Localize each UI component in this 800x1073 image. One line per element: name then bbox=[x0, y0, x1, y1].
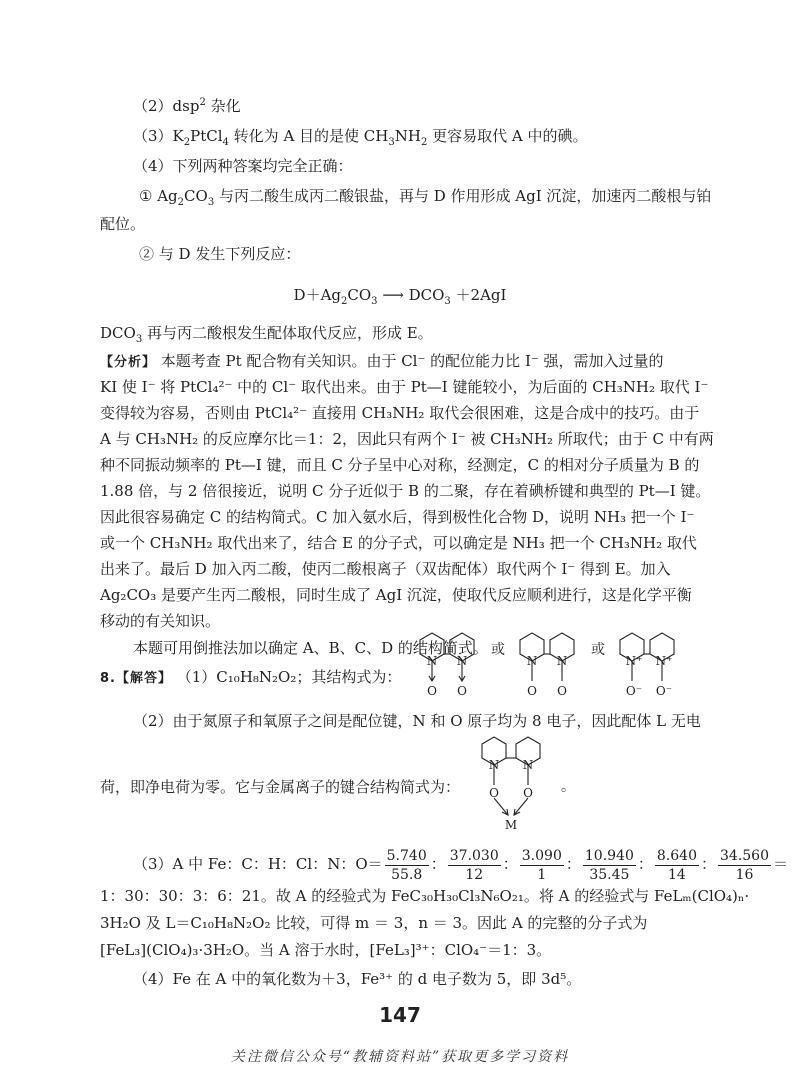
footer-note: 关注微信公众号“教辅资料站”获取更多学习资料 bbox=[230, 1049, 570, 1065]
analysis-line-10: Ag₂CO₃ 是要产生丙二酸根，同时生成了 AgI 沉淀，使取代反应顺利进行，这是化学平衡 bbox=[100, 586, 692, 604]
fraction: $\frac{37.030}{12}$ bbox=[449, 847, 499, 883]
fraction: $\frac{8.640}{14}$ bbox=[656, 847, 697, 883]
n-plus-atom: N⁺ bbox=[655, 654, 673, 668]
fraction: $\frac{34.560}{16}$ bbox=[720, 847, 769, 883]
n-atom: N bbox=[522, 758, 534, 772]
analysis-line-7: 因此很容易确定 C 的结构简式。C 加入氨水后，得到极性化合物 D，说明 NH₃ 把一个 I⁻ bbox=[100, 508, 695, 526]
n-atom: N bbox=[526, 654, 538, 668]
fraction: $\frac{5.740}{55.8}$ bbox=[386, 847, 427, 883]
o-atom: O bbox=[523, 786, 533, 800]
q8-line-1: 8.【解答】 （1）C₁₀H₈N₂O₂；其结构式为： bbox=[100, 668, 402, 686]
fraction: $\frac{10.940}{35.45}$ bbox=[584, 847, 634, 883]
option-1: ① $Ag_2CO_3$ 与丙二酸生成丙二酸银盐，再与 D 作用形成 AgI 沉淀，加速丙二酸根与铂 bbox=[139, 187, 712, 208]
q8-line-3: 荷，即净电荷为零。它与金属离子的键合结构简式为： bbox=[100, 778, 461, 796]
analysis-line-12: 本题可用倒推法加以确定 A、B、C、D 的结构简式。 bbox=[133, 639, 488, 657]
analysis-line-3: 变得较为容易，否则由 PtCl₄²⁻ 直接用 CH₃NH₂ 取代会很困难，这是合成中的技巧。由于 bbox=[100, 404, 700, 422]
dco3-line: $DCO_3$ 再与丙二酸根发生配体取代反应，形成 E。 bbox=[100, 324, 433, 345]
analysis-line-1: 【分析】 本题考查 Pt 配合物有关知识。由于 Cl⁻ 的配位能力比 I⁻ 强，需加入过量的 bbox=[100, 352, 664, 370]
o-minus-atom: O⁻ bbox=[625, 684, 643, 698]
q8-line-5: 3H₂O 及 L＝C₁₀H₈N₂O₂ 比较，可得 m ＝ 3，n ＝ 3。因此 A 的完整的分子式为 bbox=[100, 914, 648, 932]
q8-heading: 【解答】 bbox=[115, 671, 172, 686]
q8-line-6: [FeL₃](ClO₄)₃·3H₂O。当 A 溶于水时，[FeL₃]³⁺：ClO₄⁻＝1：3。 bbox=[100, 941, 552, 959]
q8-line-4: 1：30：30：3：6：21。故 A 的经验式为 FeC₃₀H₃₀Cl₃N₆O₂₁。将 A 的经验式与 FeLₘ(ClO₄)ₙ· bbox=[100, 887, 750, 905]
analysis-line-6: 1.88 倍，与 2 倍很接近，说明 C 分子近似于 B 的二聚，存在着碘桥键和典型的 Pt—I 键。 bbox=[100, 482, 711, 500]
n-atom: N bbox=[556, 654, 568, 668]
option-2: ② 与 D 发生下列反应： bbox=[139, 245, 301, 263]
n-atom: N bbox=[456, 654, 468, 668]
q8-ratio-line: （3）A 中 Fe：C：H：Cl：N：O＝ $\frac{5.740}{55.8}$ ： $\frac{37.030}{12}$ ： $\frac{3.090}{1}$ ： $\frac{10.940}{35.45}$ ： $\frac{8.640}{14}$ ： $\frac{34.560}{16}$ ＝ bbox=[133, 847, 789, 883]
m-atom: M bbox=[504, 818, 518, 832]
n-plus-atom: N⁺ bbox=[625, 654, 643, 668]
analysis-line-8: 或一个 CH₃NH₂ 取代出来了，结合 E 的分子式，可以确定是 NH₃ 把一个 CH₃NH₂ 取代 bbox=[100, 534, 697, 552]
o-minus-atom: O⁻ bbox=[655, 684, 673, 698]
analysis-line-9: 出来了。最后 D 加入丙二酸，使丙二酸根离子（双齿配体）取代两个 I⁻ 得到 E。加入 bbox=[100, 560, 671, 578]
q8-line-7: （4）Fe 在 A 中的氧化数为＋3，Fe³⁺ 的 d 电子数为 5，即 3d⁵。 bbox=[133, 970, 582, 988]
q8-number: 8. bbox=[100, 671, 116, 686]
o-atom: O bbox=[457, 684, 467, 698]
period: 。 bbox=[561, 779, 575, 795]
o-atom: O bbox=[527, 684, 537, 698]
option-1-cont: 配位。 bbox=[100, 215, 146, 233]
analysis-line-5: 种不同振动频率的 Pt—I 键，而且 C 分子呈中心对称，经测定，C 的相对分子质量为 B 的 bbox=[100, 456, 700, 474]
o-atom: O bbox=[557, 684, 567, 698]
page-number: 147 bbox=[379, 1003, 421, 1027]
bipyridine-dioxide-structures bbox=[408, 620, 708, 710]
or-label: 或 bbox=[591, 642, 605, 658]
item-2: （2）dsp$^2$ 杂化 bbox=[133, 97, 241, 115]
q8-line-2: （2）由于氮原子和氧原子之间是配位键，N 和 O 原子均为 8 电子，因此配体 L 无电 bbox=[133, 712, 701, 730]
analysis-heading: 【分析】 bbox=[100, 355, 157, 370]
analysis-line-11: 移动的有关知识。 bbox=[100, 612, 221, 630]
item-3: $(3)K_2PtCl_4$ 转化为 A 目的是使 $CH_3NH_2$ 更容易取代 A 中的碘。 bbox=[133, 127, 588, 148]
item-4: （4）下列两种答案均完全正确： bbox=[133, 157, 353, 175]
o-atom: O bbox=[427, 684, 437, 698]
n-atom: N bbox=[426, 654, 438, 668]
analysis-line-4: A 与 CH₃NH₂ 的反应摩尔比＝1：2，因此只有两个 I⁻ 被 CH₃NH₂ 所取代；由于 C 中有两 bbox=[100, 430, 714, 448]
analysis-line-2: KI 使 I⁻ 将 PtCl₄²⁻ 中的 Cl⁻ 取代出来。由于 Pt—I 键能较小，为后面的 CH₃NH₂ 取代 I⁻ bbox=[100, 378, 709, 396]
o-atom: O bbox=[489, 786, 499, 800]
fraction: $\frac{3.090}{1}$ bbox=[521, 847, 562, 883]
n-atom: N bbox=[488, 758, 500, 772]
metal-binding-structure bbox=[470, 728, 580, 838]
or-label: 或 bbox=[491, 642, 505, 658]
reaction-equation: $D+Ag_2CO_3$ ⟶ $DCO_3 +2AgI$ bbox=[293, 286, 507, 307]
